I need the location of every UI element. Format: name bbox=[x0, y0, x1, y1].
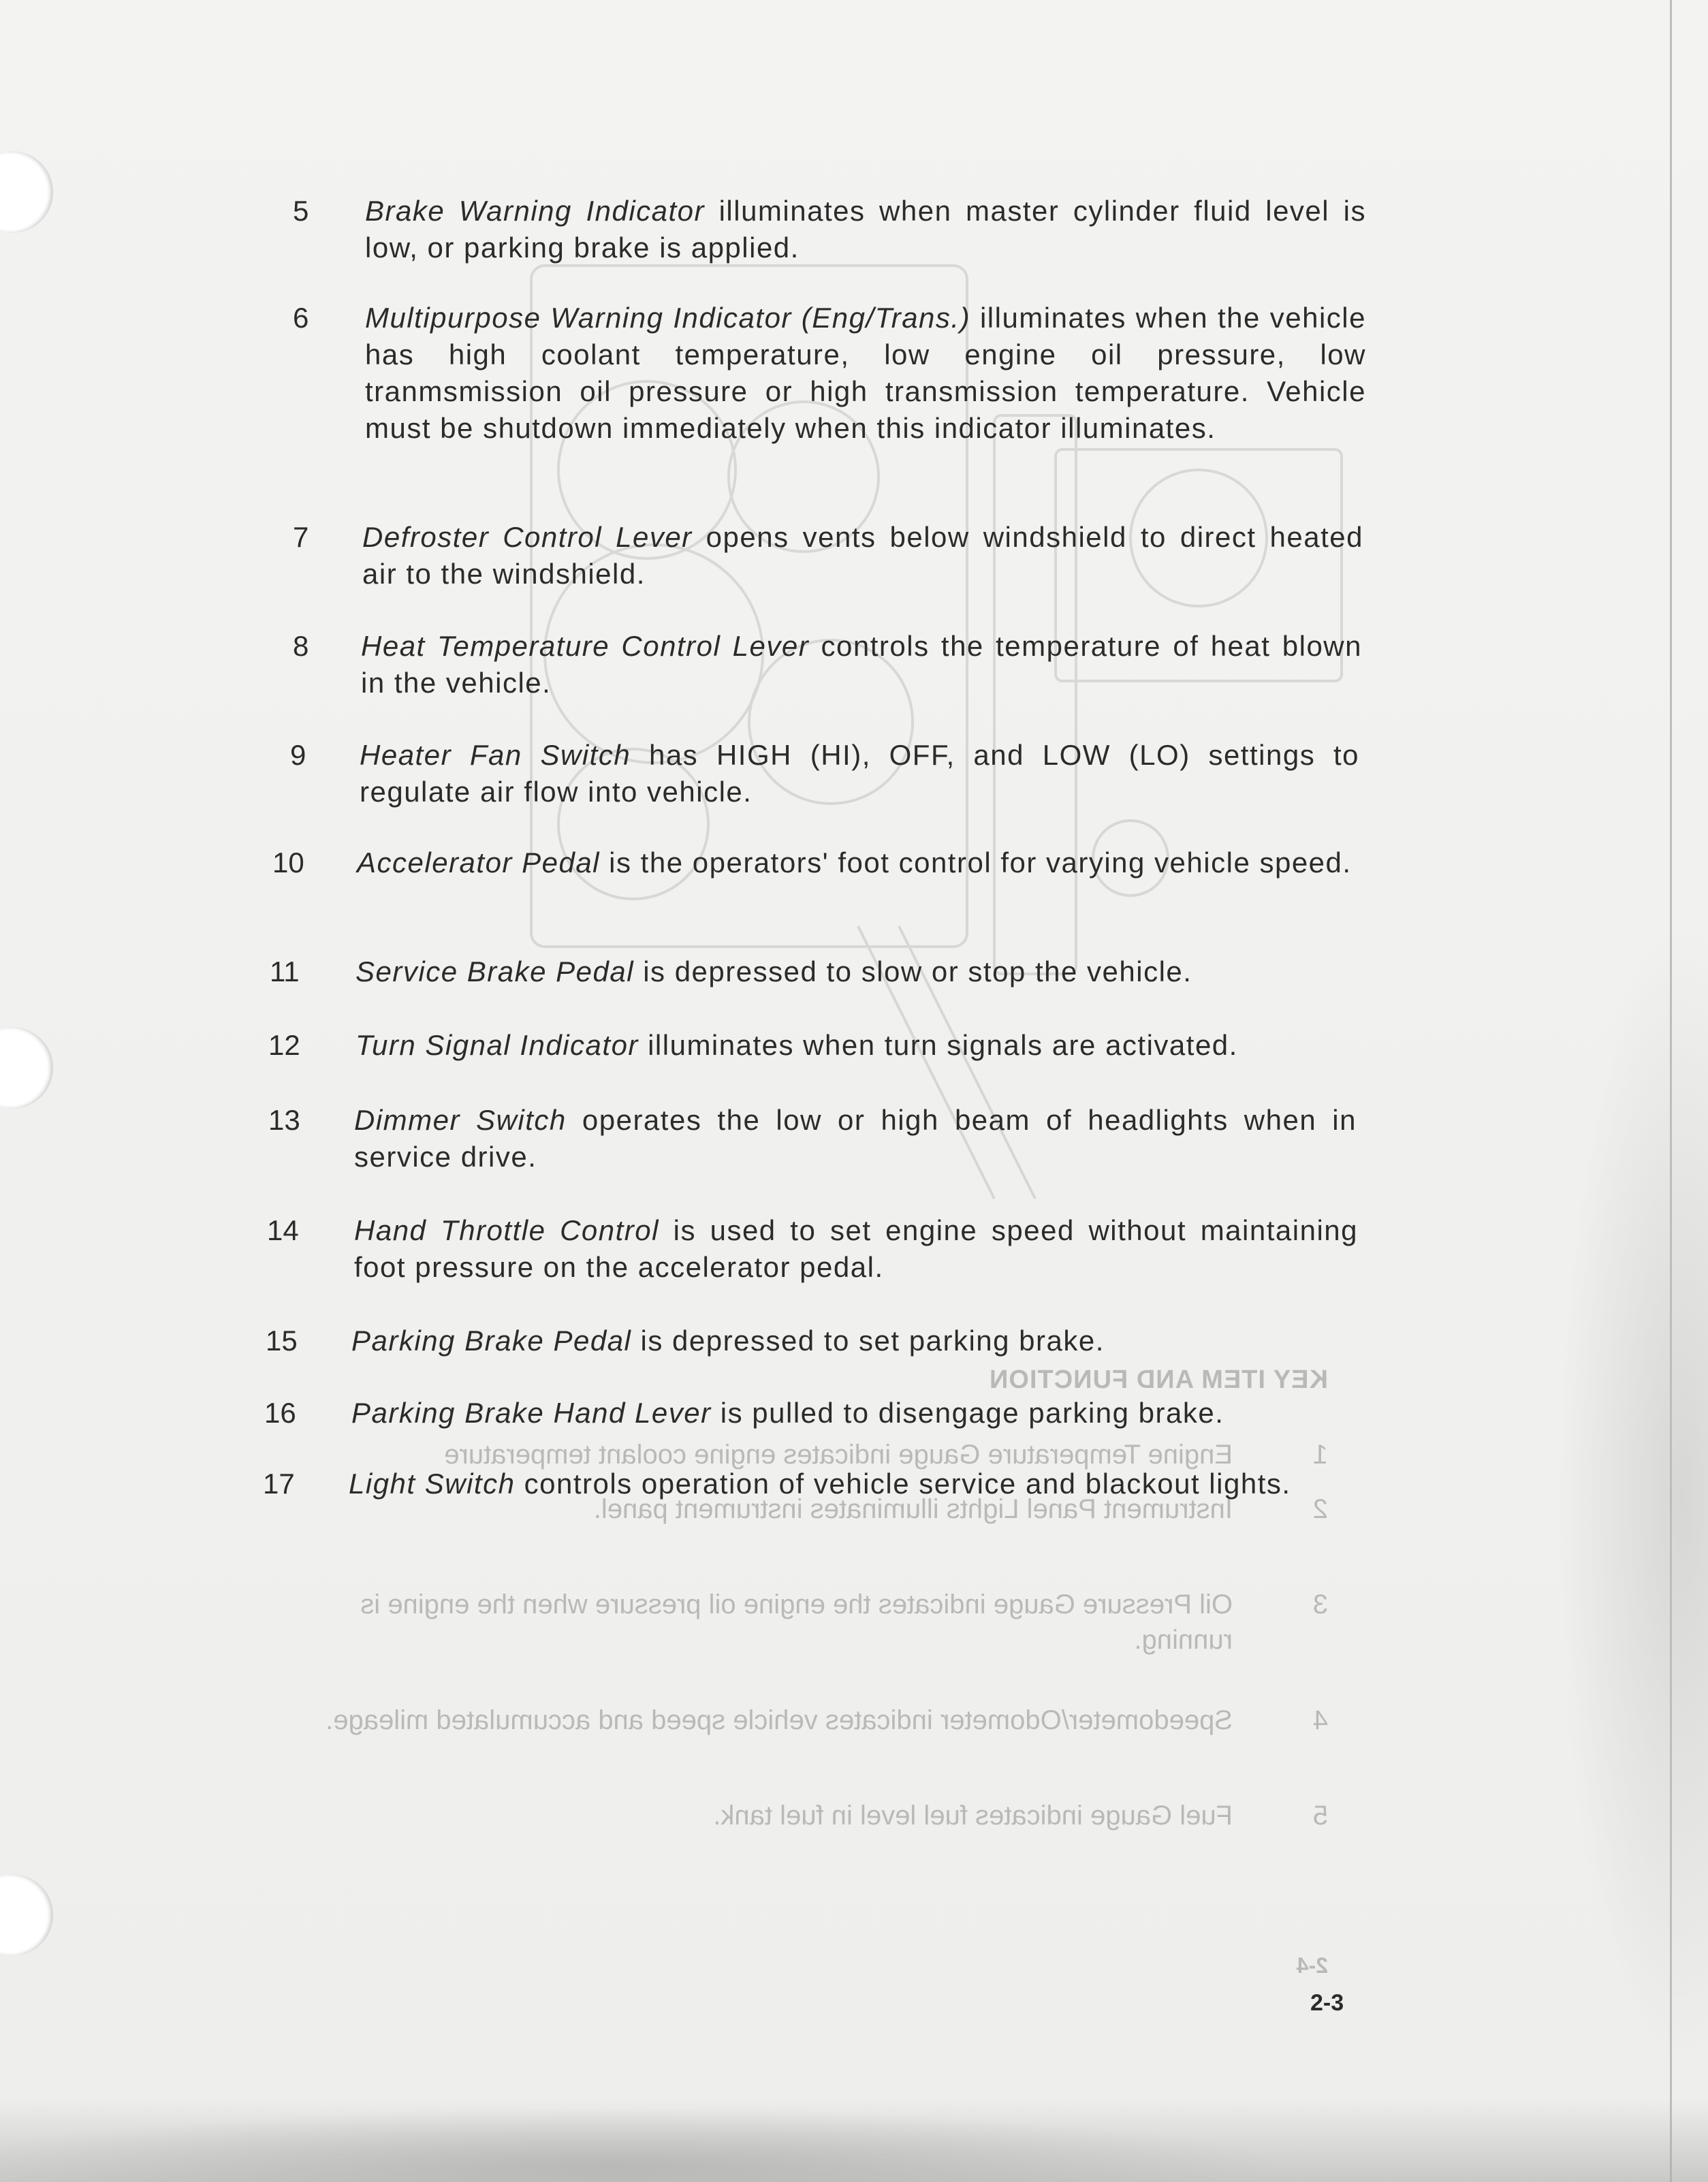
item-description bbox=[354, 1212, 1358, 1286]
bleed-item-number: 3 bbox=[1312, 1590, 1328, 1619]
item-number: 12 bbox=[268, 1029, 300, 1061]
item-term: Accelerator Pedal bbox=[357, 847, 601, 879]
item-number: 10 bbox=[272, 847, 304, 879]
item-description bbox=[361, 628, 1362, 701]
item-term: Hand Throttle Control bbox=[354, 1214, 659, 1246]
item-number: 5 bbox=[293, 195, 309, 227]
item-number: 15 bbox=[266, 1325, 298, 1357]
item-text: illuminates when the vehicle has high coolant temperature, low engine oil pressure, low tranmsmission oil pressure or high transmission temperature. Vehicle must be shutdown immediately when this indicator illuminates. bbox=[365, 302, 1366, 444]
item-text: is the operators' foot control for varying vehicle speed. bbox=[600, 847, 1352, 879]
item-number: 11 bbox=[270, 955, 300, 987]
punch-hole-bottom bbox=[0, 1874, 53, 1956]
bleed-item-number: 1 bbox=[1312, 1440, 1328, 1470]
bleed-item-text: Speedometer/Odometer indicates vehicle speed and accumulated mileage. bbox=[326, 1705, 1233, 1735]
item-description bbox=[365, 300, 1366, 447]
item-term: Heat Temperature Control Lever bbox=[361, 630, 810, 662]
item-term: Turn Signal Indicator bbox=[355, 1029, 639, 1061]
bleed-item-text: Fuel Gauge indicates fuel level in fuel tank. bbox=[713, 1801, 1233, 1831]
scan-shadow bbox=[0, 2098, 1708, 2182]
item-term: Brake Warning Indicator bbox=[365, 195, 706, 227]
item-description bbox=[355, 1027, 1363, 1064]
item-text: has HIGH (HI), OFF, and LOW (LO) settings to regulate air flow into vehicle. bbox=[360, 739, 1359, 808]
item-description bbox=[365, 193, 1366, 266]
page-edge bbox=[1670, 0, 1672, 2182]
item-description bbox=[357, 844, 1359, 881]
item-number: 9 bbox=[290, 739, 306, 771]
item-term: Service Brake Pedal bbox=[355, 955, 635, 987]
item-text: operates the low or high beam of headlights when in service drive. bbox=[354, 1104, 1357, 1173]
item-term: Dimmer Switch bbox=[354, 1104, 567, 1136]
item-text: controls operation of vehicle service and blackout lights. bbox=[515, 1468, 1291, 1500]
item-number: 16 bbox=[264, 1397, 296, 1429]
bleed-item-number: 5 bbox=[1312, 1801, 1328, 1831]
bleed-page-number: 2-4 bbox=[1296, 1953, 1328, 1978]
punch-hole-top bbox=[0, 151, 53, 233]
item-number: 14 bbox=[267, 1214, 299, 1246]
item-text: controls the temperature of heat blown in the vehicle. bbox=[361, 630, 1362, 699]
page-number: 2-3 bbox=[1310, 1990, 1344, 2016]
item-description bbox=[349, 1466, 1353, 1502]
item-text: is used to set engine speed without maintaining foot pressure on the accelerator pedal. bbox=[354, 1214, 1358, 1283]
item-text: illuminates when turn signals are activated. bbox=[638, 1029, 1238, 1061]
item-term: Heater Fan Switch bbox=[360, 739, 631, 771]
item-description bbox=[360, 737, 1359, 810]
item-number: 8 bbox=[293, 630, 309, 662]
item-text: is pulled to disengage parking brake. bbox=[711, 1397, 1224, 1429]
punch-hole-middle bbox=[0, 1027, 53, 1109]
item-term: Light Switch bbox=[349, 1468, 516, 1500]
bleed-item-text: Engine Temperature Gauge indicates engine coolant temperature bbox=[444, 1440, 1233, 1470]
item-term: Parking Brake Pedal bbox=[351, 1325, 632, 1357]
item-term: Multipurpose Warning Indicator (Eng/Trans.) bbox=[365, 302, 971, 334]
item-text: is depressed to slow or stop the vehicle. bbox=[634, 955, 1192, 987]
item-text: opens vents below windshield to direct heated air to the windshield. bbox=[362, 521, 1364, 590]
item-number: 6 bbox=[293, 302, 309, 334]
item-number: 17 bbox=[263, 1468, 295, 1500]
item-term: Parking Brake Hand Lever bbox=[351, 1397, 712, 1429]
item-description bbox=[351, 1395, 1353, 1432]
item-text: illuminates when master cylinder fluid level is low, or parking brake is applied. bbox=[365, 195, 1366, 264]
item-term: Defroster Control Lever bbox=[362, 521, 693, 553]
item-number: 13 bbox=[268, 1104, 300, 1136]
item-description bbox=[351, 1323, 1353, 1359]
bleed-item-number: 2 bbox=[1312, 1494, 1328, 1524]
bleed-item-text: Instrument Panel Lights illuminates instrument panel. bbox=[593, 1494, 1233, 1524]
item-description bbox=[354, 1102, 1357, 1175]
item-description bbox=[362, 519, 1363, 592]
bleed-item-text: Oil Pressure Gauge indicates the engine oil pressure when the engine is running. bbox=[360, 1590, 1233, 1655]
item-description bbox=[355, 953, 1363, 990]
item-text: is depressed to set parking brake. bbox=[631, 1325, 1105, 1357]
bleed-item-number: 4 bbox=[1312, 1705, 1328, 1735]
bleed-heading: KEY ITEM AND FUNCTION bbox=[988, 1365, 1328, 1394]
item-number: 7 bbox=[293, 521, 309, 553]
